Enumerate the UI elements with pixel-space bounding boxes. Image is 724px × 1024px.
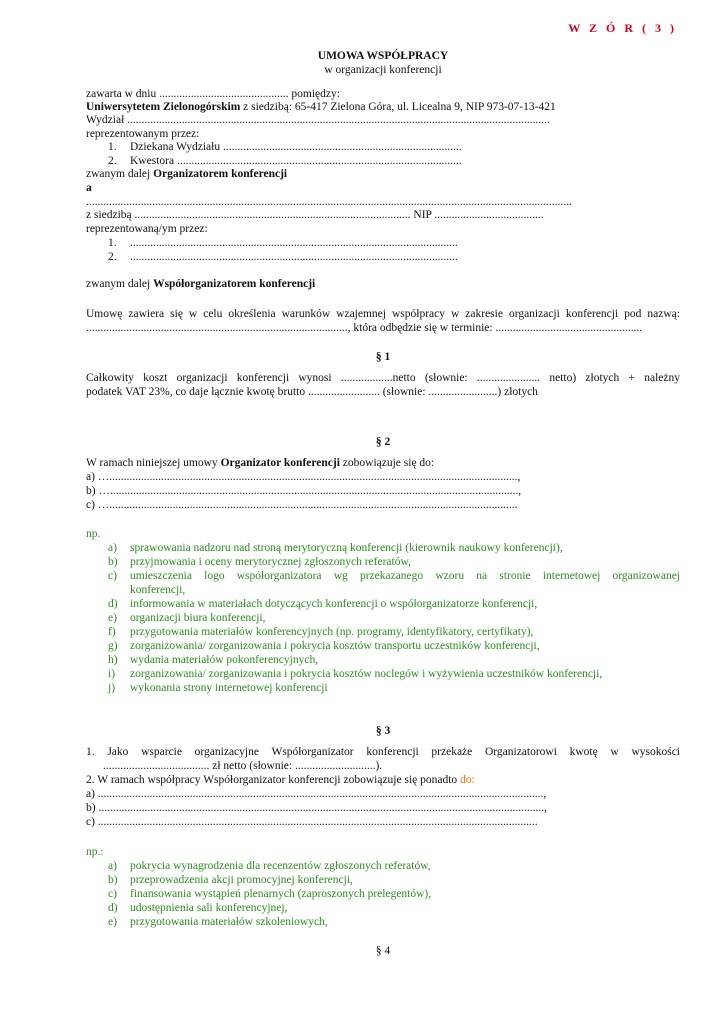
co-obligation-c-line: c) .........................................................................................................................................................	[86, 816, 538, 828]
section-2-heading: § 2	[375, 436, 391, 448]
example-text: zorganizowania/ zorganizowania i pokrycia kosztów transportu uczestników konferencji,	[130, 640, 540, 652]
co-organizer-name-line: .........................................................................................................................................................................	[86, 196, 572, 208]
do-word: do:	[460, 774, 475, 786]
co-obligation-a-line: a) ...........................................................................................................................................................,	[86, 788, 547, 800]
example-text: informowania w materiałach dotyczących konferencji o współorganizatorze konferencji,	[130, 598, 538, 610]
cost-line: Całkowity koszt organizacji konferencji wynosi ..................netto (słownie: ...................... netto) złotych + należny	[86, 372, 680, 384]
organizer-designation: zwanym dalej Organizatorem konferencji	[86, 168, 288, 180]
rep-number: 1.	[108, 141, 117, 153]
rep-blank-line: ..................................................................................................................	[130, 237, 458, 249]
example-text: wydania materiałów pokonferencyjnych,	[130, 654, 319, 666]
contract-title: UMOWA WSPÓŁPRACY	[317, 50, 449, 62]
rep-blank-line: ..................................................................................................................	[130, 251, 458, 263]
example-text: przeprowadzenia akcji promocyjnej konferencji,	[130, 874, 353, 886]
example-text: przyjmowania i oceny merytorycznej zgłoszonych referatów,	[130, 556, 411, 568]
example-label: b)	[108, 874, 118, 886]
example-text: przygotowania materiałów szkoleniowych,	[130, 916, 328, 928]
co-obligation-b-line: b) ...........................................................................................................................................................,	[86, 802, 547, 814]
example-text: organizacji biura konferencji,	[130, 612, 266, 624]
represented2-label: reprezentowaną/ym przez:	[86, 223, 208, 235]
example-label: b)	[108, 556, 118, 568]
co-organizer-term: Współorganizatorem konferencji	[153, 278, 316, 290]
example-label: d)	[108, 598, 118, 610]
example-text: finansowania wystąpień plenarnych (zaproszonych prelegentów),	[130, 888, 432, 900]
purpose-line: Umowę zawiera się w celu określenia warunków wzajemnej współpracy w zakresie organizacji konferencji pod nazwą:	[86, 308, 680, 320]
obligation-c-line: c) …..............................................................................................................................................	[86, 499, 518, 511]
co-organizer-obligations-intro: 2. W ramach współpracy Współorganizator konferencji zobowiązuje się ponadto do:	[86, 774, 475, 786]
university-name: Uniwersytetem Zielonogórskim	[86, 101, 241, 113]
example-text-continued: konferencji,	[130, 584, 186, 596]
vat-line: podatek VAT 23%, co daje łącznie kwotę brutto ......................... (słownie: ........................) złotych	[86, 386, 538, 398]
example-label: j)	[108, 682, 116, 694]
contract-subtitle: w organizacji konferencji	[324, 64, 442, 76]
co-organizer-seat-line: z siedzibą ................................................................................................ NIP ......................................	[86, 209, 544, 221]
rep-number: 2.	[108, 251, 117, 263]
example-label: i)	[108, 668, 116, 680]
section-3-heading: § 3	[375, 725, 391, 737]
example-text: przygotowania materiałów konferencyjnych (np. programy, identyfikatory, certyfikaty),	[130, 626, 534, 638]
university-line	[86, 101, 556, 115]
section-4-heading: § 4	[375, 945, 391, 957]
support-amount-line: 1. Jako wsparcie organizacyjne Współorganizator konferencji przekaże Organizatorowi kwotę w wysokości	[86, 746, 680, 758]
university-address: z siedzibą: 65-417 Zielona Góra, ul. Licealna 9, NIP 973-07-13-421	[240, 101, 556, 113]
date-line: zawarta w dniu ............................................. pomiędzy:	[86, 88, 340, 100]
example-text: wykonania strony internetowej konferencji	[130, 682, 328, 694]
faculty-line: Wydział ...................................................................................................................................................	[86, 114, 550, 126]
obligation-b-line: b) …..............................................................................................................................................,	[86, 485, 522, 497]
example-label: h)	[108, 654, 118, 666]
example-label: e)	[108, 916, 117, 928]
template-number: W Z Ó R ( 3 )	[568, 21, 677, 35]
represented-label: reprezentowanym przez:	[86, 128, 200, 140]
organizer-term: Organizator konferencji	[220, 457, 340, 469]
rep-number: 1.	[108, 237, 117, 249]
examples-label: np.	[86, 528, 101, 540]
example-label: a)	[108, 542, 117, 554]
example-label: e)	[108, 612, 117, 624]
rep-bursar-line: Kwestora ...................................................................................................	[130, 155, 462, 167]
example-label: a)	[108, 860, 117, 872]
example-label: g)	[108, 640, 118, 652]
example-text: pokrycia wynagrodzenia dla recenzentów zgłoszonych referatów,	[130, 860, 431, 872]
organizer-term: Organizatorem konferencji	[153, 168, 288, 180]
purpose-blank-line: ..........................................................................................., która odbędzie się w terminie: ...................................................	[86, 322, 643, 334]
example-text: udostępnienia sali konferencyjnej,	[130, 902, 288, 914]
example-label: c)	[108, 888, 117, 900]
example-label: d)	[108, 902, 118, 914]
conjunction-a: a	[86, 182, 92, 194]
example-label: c)	[108, 570, 117, 582]
co-organizer-designation: zwanym dalej Współorganizatorem konferencji	[86, 278, 316, 290]
obligation-a-line: a) …..............................................................................................................................................,	[86, 471, 521, 483]
example-text: zorganizowania/ zorganizowania i pokrycia kosztów noclegów i wyżywienia uczestników konferencji,	[130, 668, 603, 680]
example-text: umieszczenia logo współorganizatora wg przekazanego wzoru na stronie internetowej organizowanej	[130, 570, 680, 582]
rep-dean-line: Dziekana Wydziału ...................................................................................	[130, 141, 462, 153]
organizer-obligations-intro: W ramach niniejszej umowy Organizator konferencji zobowiązuje się do:	[86, 457, 435, 469]
example-text: sprawowania nadzoru nad stroną merytoryczną konferencji (kierownik naukowy konferencji),	[130, 542, 563, 554]
examples-label: np.:	[86, 846, 104, 858]
section-1-heading: § 1	[375, 351, 391, 363]
support-amount-blank: ..................................... zł netto (słownie: ............................).	[103, 760, 383, 772]
example-label: f)	[108, 626, 116, 638]
rep-number: 2.	[108, 155, 117, 167]
